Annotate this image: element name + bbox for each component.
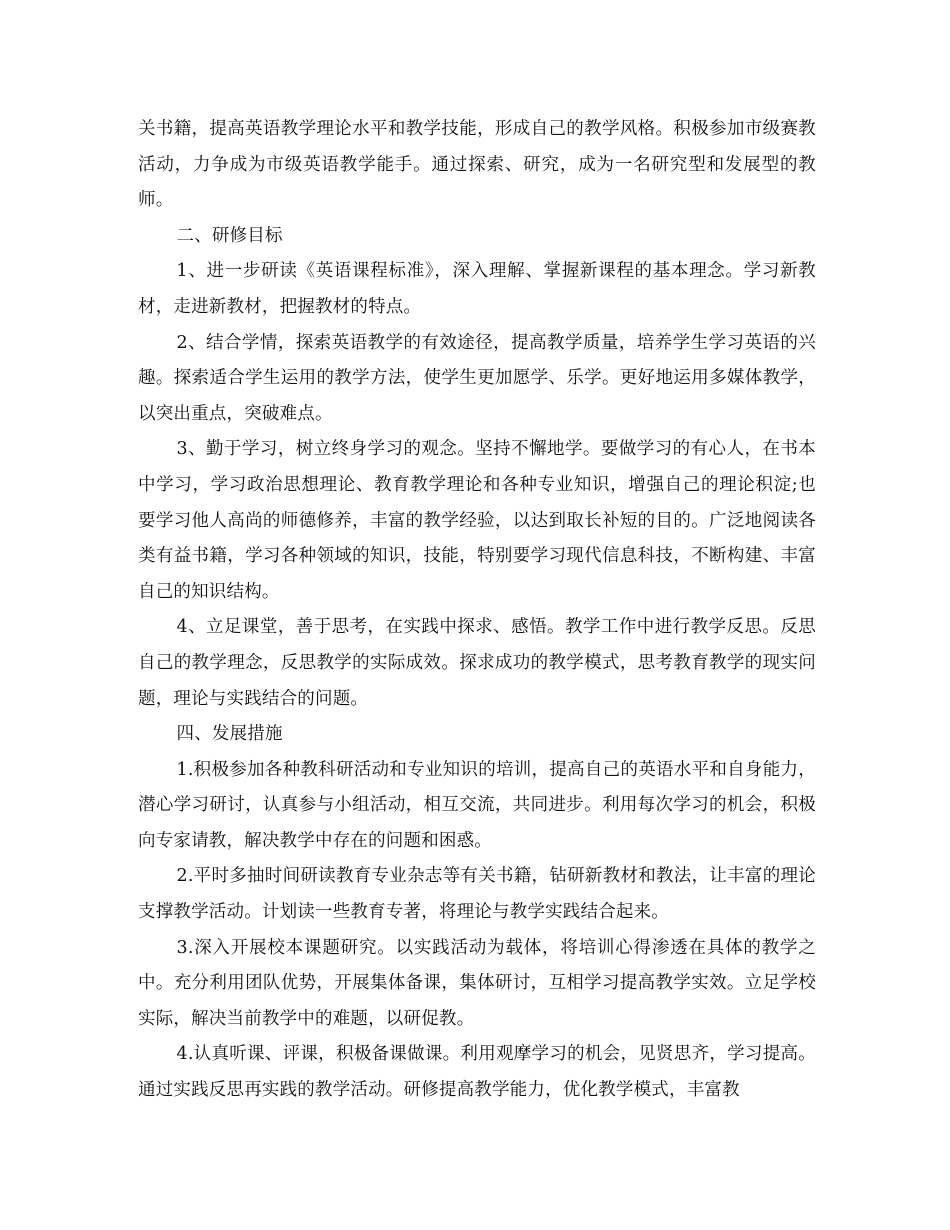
goal-paragraph-3: 3、勤于学习，树立终身学习的观念。坚持不懈地学。要做学习的有心人，在书本中学习，学习政治思想理论、教育教学理论和各种专业知识，增强自己的理论积淀;也要学习他人高尚的师德修养，丰富的教学经验，以达到取长补短的目的。广泛地阅读各类有益书籍，学习各种领域的知识，技能，特别要学习现代信息科技，不断构建、丰富自己的知识结构。 bbox=[138, 439, 816, 602]
goal-paragraph-2: 2、结合学情，探索英语教学的有效途径，提高教学质量，培养学生学习英语的兴趣。探索适合学生运用的教学方法，使学生更加愿学、乐学。更好地运用多媒体教学，以突出重点，突破难点。 bbox=[138, 332, 816, 424]
measure-paragraph-3: 3.深入开展校本课题研究。以实践活动为载体，将培训心得渗透在具体的教学之中。充分利用团队优势，开展集体备课，集体研讨，互相学习提高教学实效。立足学校实际，解决当前教学中的难题，以研促教。 bbox=[138, 937, 816, 1029]
goal-paragraph-1: 1、进一步研读《英语课程标准》，深入理解、掌握新课程的基本理念。学习新教材，走进新教材，把握教材的特点。 bbox=[138, 261, 816, 317]
document-body bbox=[138, 112, 816, 1109]
measure-paragraph-1: 1.积极参加各种教科研活动和专业知识的培训，提高自己的英语水平和自身能力，潜心学习研讨，认真参与小组活动，相互交流，共同进步。利用每次学习的机会，积极向专家请教，解决教学中存在的问题和困惑。 bbox=[138, 759, 816, 851]
measure-paragraph-2: 2.平时多抽时间研读教育专业杂志等有关书籍，钻研新教材和教法，让丰富的理论支撑教学活动。计划读一些教育专著，将理论与教学实践结合起来。 bbox=[138, 866, 816, 923]
goal-paragraph-4: 4、立足课堂，善于思考，在实践中探求、感悟。教学工作中进行教学反思。反思自己的教学理念，反思教学的实际成效。探求成功的教学模式，思考教育教学的现实问题，理论与实践结合的问题。 bbox=[138, 617, 816, 709]
measure-paragraph-4: 4.认真听课、评课，积极备课做课。利用观摩学习的机会，见贤思齐，学习提高。通过实践反思再实践的教学活动。研修提高教学能力，优化教学模式，丰富教 bbox=[138, 1044, 816, 1101]
intro-paragraph: 关书籍，提高英语教学理论水平和教学技能，形成自己的教学风格。积极参加市级赛教活动，力争成为市级英语教学能手。通过探索、研究，成为一名研究型和发展型的教师。 bbox=[138, 119, 816, 211]
section-heading-goals: 二、研修目标 bbox=[176, 225, 283, 246]
section-heading-measures: 四、发展措施 bbox=[176, 724, 283, 745]
